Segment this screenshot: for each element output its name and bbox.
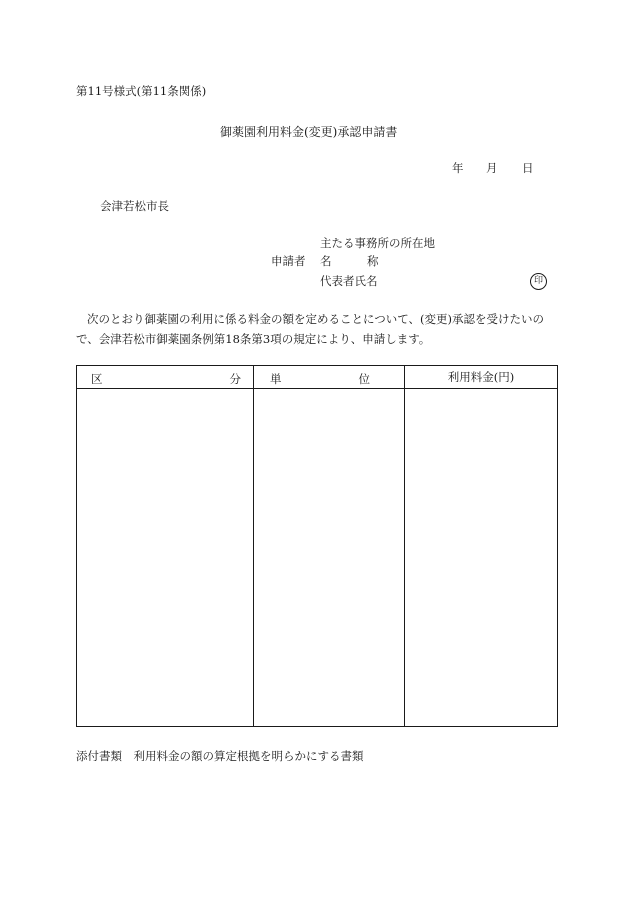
header-unit-part1: 単 bbox=[270, 372, 282, 386]
header-category-part2: 分 bbox=[229, 372, 241, 386]
representative-name-label: 代表者氏名 bbox=[320, 274, 378, 288]
applicant-label: 申請者 bbox=[271, 254, 306, 268]
applicant-name-label-part2: 称 bbox=[367, 254, 379, 268]
document-title: 御薬園利用料金(変更)承認申請書 bbox=[220, 125, 398, 139]
recipient: 会津若松市長 bbox=[100, 199, 169, 213]
form-number: 第11号様式(第11条関係) bbox=[76, 84, 207, 98]
header-unit bbox=[254, 366, 405, 389]
table-row bbox=[77, 389, 558, 727]
date-year-label: 年 bbox=[452, 161, 464, 175]
attachment-note: 添付書類 利用料金の額の算定根拠を明らかにする書類 bbox=[76, 749, 364, 763]
category-cell bbox=[77, 389, 254, 727]
header-category-part1: 区 bbox=[91, 372, 103, 386]
application-body-text: 次のとおり御薬園の利用に係る料金の額を定めることについて、(変更)承認を受けたいので、会津若松市御薬園条例第18条第3項の規定により、申請します。 bbox=[76, 312, 545, 346]
fee-table bbox=[76, 365, 558, 727]
fee-cell bbox=[405, 389, 558, 727]
date-month-label: 月 bbox=[486, 161, 498, 175]
table-header-row bbox=[77, 366, 558, 389]
unit-cell bbox=[254, 389, 405, 727]
date-day-label: 日 bbox=[522, 161, 534, 175]
applicant-name-label-part1: 名 bbox=[320, 254, 332, 268]
seal-mark: 印 bbox=[530, 273, 547, 290]
header-unit-part2: 位 bbox=[358, 372, 370, 386]
header-category bbox=[77, 366, 254, 389]
applicant-address-label: 主たる事務所の所在地 bbox=[320, 236, 435, 250]
header-fee: 利用料金(円) bbox=[405, 366, 558, 389]
